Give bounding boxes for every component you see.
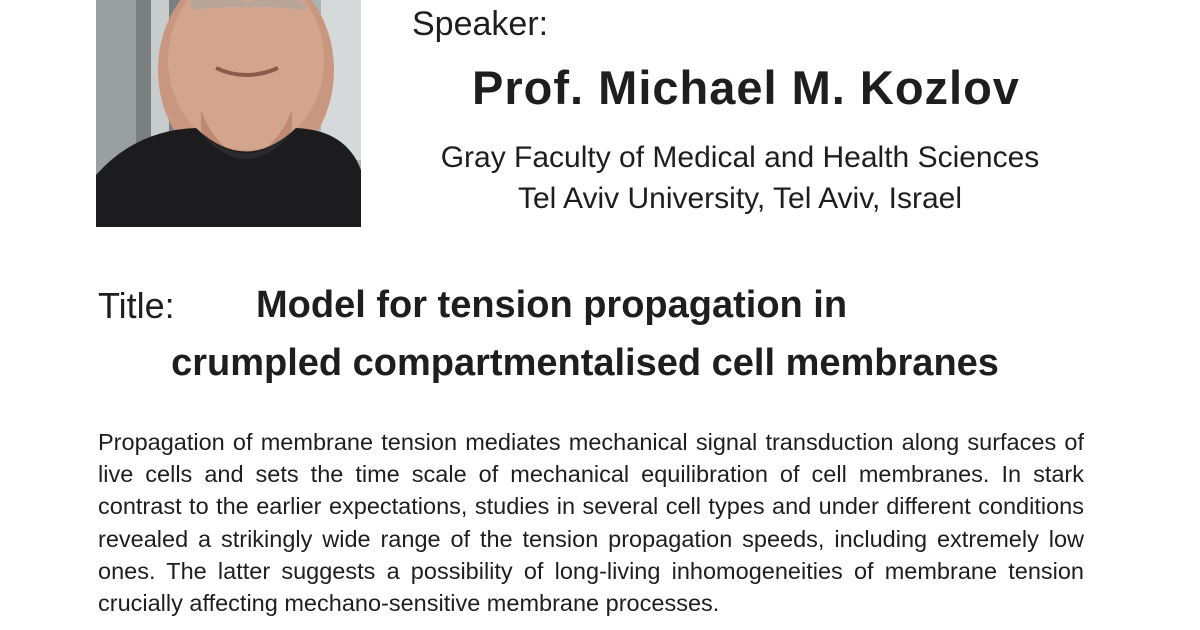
talk-title-line-2: crumpled compartmentalised cell membranes bbox=[171, 342, 999, 384]
talk-title-line-1: Model for tension propagation in bbox=[256, 284, 848, 326]
speaker-label: Speaker: bbox=[412, 5, 549, 43]
speaker-affiliation bbox=[412, 137, 1068, 219]
abstract-text: Propagation of membrane tension mediates mechanical signal transduction along surfaces of live cells and sets the time scale of mechanical equilibration of cell membranes. In stark contrast to the earlier expectations, studies in several cell types and under different conditions revealed a strikingly wide range of the tension propagation speeds, including extremely low ones. The latter suggests a possibility of long-living inhomogeneities of membrane tension crucially affecting mechano-sensitive membrane processes. bbox=[98, 429, 1084, 617]
speaker-name: Prof. Michael M. Kozlov bbox=[472, 61, 1020, 114]
speaker-photo bbox=[96, 0, 361, 227]
affiliation-line-2: Tel Aviv University, Tel Aviv, Israel bbox=[517, 182, 963, 215]
affiliation-line-1: Gray Faculty of Medical and Health Sciences bbox=[440, 141, 1040, 174]
title-label: Title: bbox=[98, 285, 175, 326]
